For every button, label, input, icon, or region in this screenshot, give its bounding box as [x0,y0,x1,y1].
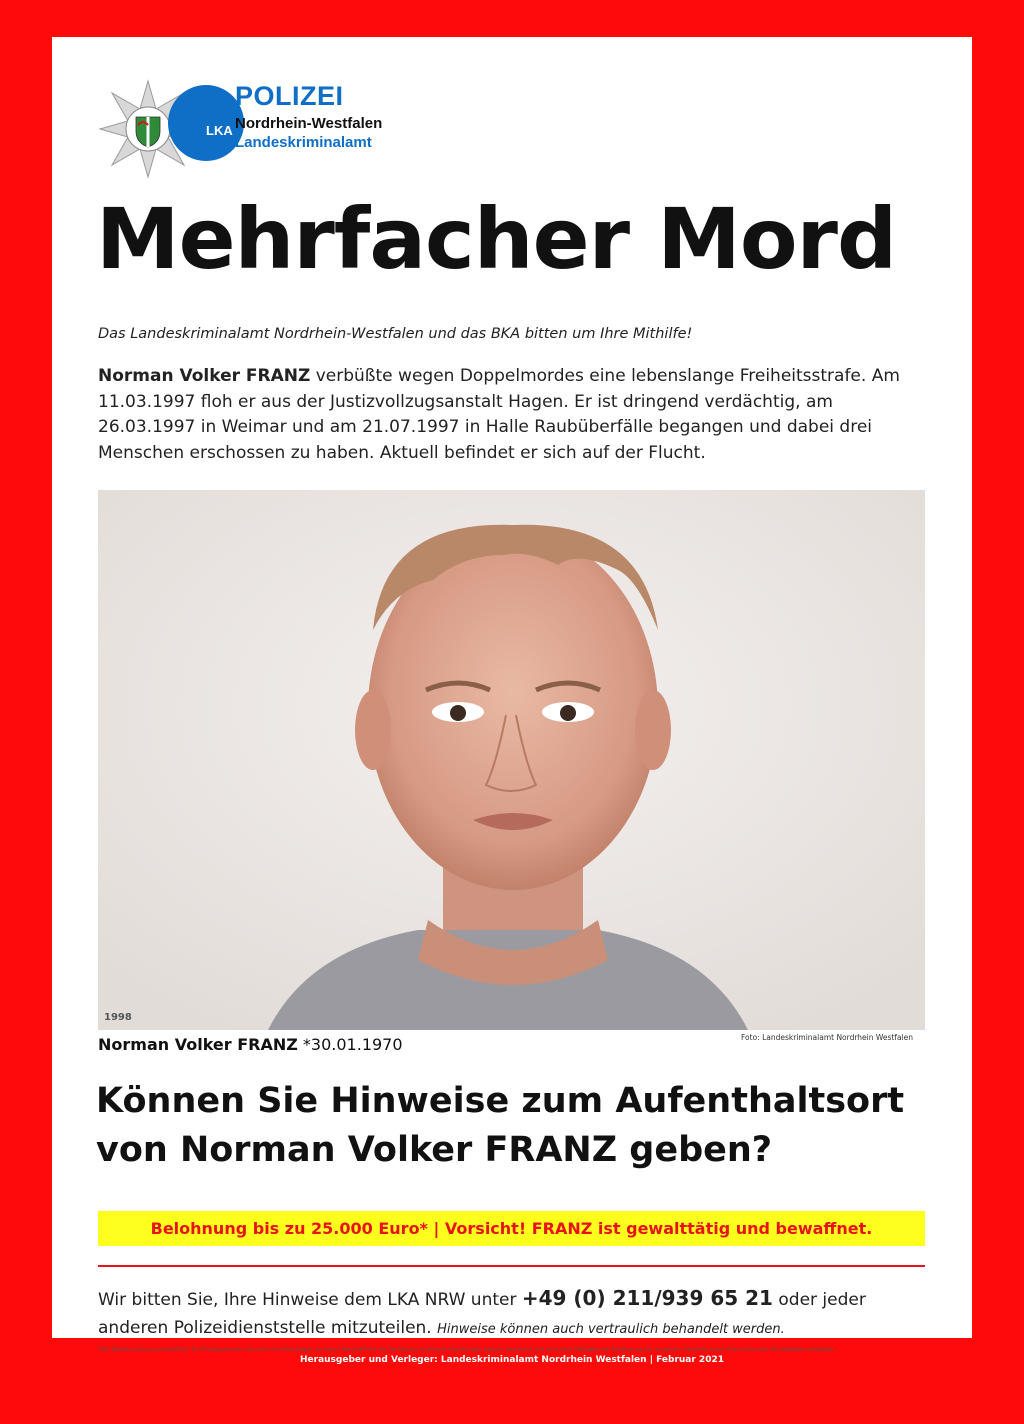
intro-name: Norman Volker FRANZ [98,366,311,386]
brand-polizei: POLIZEI [235,81,344,111]
intro-text: verbüßte wegen Doppelmordes eine lebenslange Freiheitsstrafe. Am 11.03.1997 floh er aus der Justizvollzugsanstalt Hagen. Er ist dringend verdächtig, am 26.03.1997 in Weimar und am 21.07.1997 in Halle Raubüberfälle begangen und dabei drei Menschen erschossen zu haben. Aktuell befindet er sich auf der Flucht. [98,366,900,463]
caption-birth: *30.01.1970 [297,1035,403,1054]
reward-footnote: *Die Belohnung ist ausschließlich für Privatpersonen und nicht für Amtsträger, zu deren Berufspflicht die Verfolgung strafbarer Handlungen gehört, bestimmt und wird nach Maßgabe der Bedeutung der einzelnen Hinweise unter Ausschluss des Rechtsweges vergeben. [98,1347,836,1353]
reward-warning-banner: Belohnung bis zu 25.000 Euro* | Vorsicht! FRANZ ist gewalttätig und bewaffnet. [98,1211,925,1246]
contact-prefix: Wir bitten Sie, Ihre Hinweise dem LKA NRW unter [98,1290,522,1310]
contact-paragraph [98,1284,925,1344]
brand-office: Landeskriminalamt [235,134,372,151]
caption-name: Norman Volker FRANZ [98,1035,298,1054]
suspect-portrait-icon [98,490,925,1030]
divider [98,1265,925,1267]
brand-region: Nordrhein-Westfalen [235,115,383,132]
photo-credit: Foto: Landeskriminalamt Nordrhein Westfalen [741,1033,914,1042]
photo-year: 1998 [104,1012,132,1023]
publisher-line: Herausgeber und Verleger: Landeskriminalamt Nordrhein Westfalen | Februar 2021 [300,1355,724,1365]
contact-confidential: Hinweise können auch vertraulich behandelt werden. [437,1322,785,1337]
lka-badge-label: LKA [206,123,233,138]
headline: Mehrfacher Mord [96,190,897,288]
intro-paragraph [98,364,918,466]
wanted-poster [52,37,972,1353]
photo-caption [98,1035,403,1054]
suspect-photo [98,490,925,1030]
question-heading: Können Sie Hinweise zum Aufenthaltsort von Norman Volker FRANZ geben? [96,1081,905,1170]
police-logo [98,79,398,179]
contact-suffix: oder jeder anderen Polizeidienststelle mitzuteilen. [98,1290,866,1338]
contact-phone[interactable]: +49 (0) 211/939 65 21 [521,1286,773,1310]
subtitle: Das Landeskriminalamt Nordrhein-Westfalen und das BKA bitten um Ihre Mithilfe! [98,326,693,342]
